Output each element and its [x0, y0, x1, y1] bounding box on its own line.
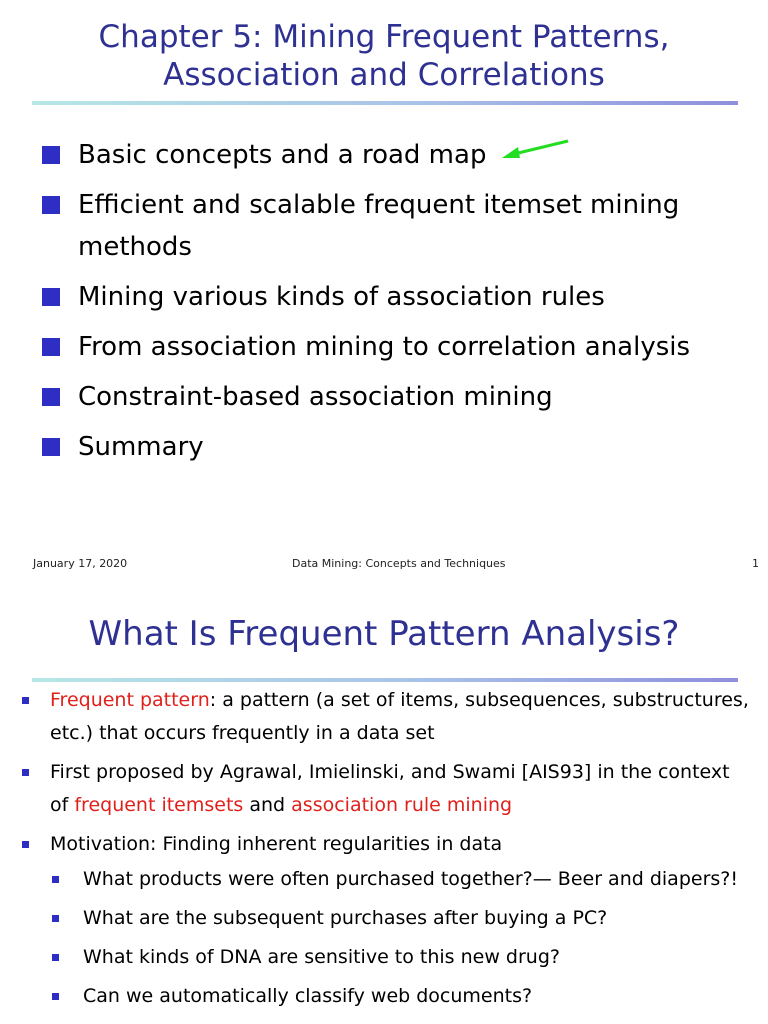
title-line-1: Chapter 5: Mining Frequent Patterns, [98, 19, 670, 55]
title-divider [32, 678, 738, 682]
square-bullet-icon [42, 388, 60, 406]
footer-page-number: 1 [752, 557, 759, 570]
slide-2 [0, 582, 768, 1024]
square-bullet-icon [42, 146, 60, 164]
highlight-term: frequent itemsets [74, 794, 244, 816]
sub-list [50, 863, 738, 1019]
content-item: Frequent pattern: a pattern (a set of items, subsequences, substructures, etc.) that occurs frequently in a data set [20, 684, 750, 750]
slide-2-title: What Is Frequent Pattern Analysis? [88, 614, 680, 654]
sub-item: Can we automatically classify web documents? [50, 980, 738, 1013]
content-item: First proposed by Agrawal, Imielinski, and Swami [AIS93] in the context of frequent itemsets and association rule mining [20, 756, 750, 822]
footer-title: Data Mining: Concepts and Techniques [292, 557, 506, 570]
outline-list [42, 134, 732, 476]
content-item: Motivation: Finding inherent regularities in data What products were often purchased together?— Beer and diapers?! What are the subsequent purchases after buying a PC? What kinds of DNA are sensitive to this new drug? Can we automatically classify web documents? [20, 828, 750, 861]
sub-item: What kinds of DNA are sensitive to this new drug? [50, 941, 738, 974]
title-line-2: Association and Correlations [163, 57, 605, 93]
red-bullet-icon [52, 876, 59, 883]
outline-item: From association mining to correlation analysis [42, 326, 732, 368]
square-bullet-icon [42, 438, 60, 456]
square-bullet-icon [22, 841, 29, 848]
red-bullet-icon [52, 915, 59, 922]
sub-item: What are the subsequent purchases after buying a PC? [50, 902, 738, 935]
content-list [20, 684, 750, 1007]
footer-date: January 17, 2020 [33, 557, 128, 570]
slide-1-title [0, 18, 768, 94]
outline-item: Constraint-based association mining [42, 376, 732, 418]
red-bullet-icon [52, 993, 59, 1000]
square-bullet-icon [22, 769, 29, 776]
outline-item: Efficient and scalable frequent itemset mining methods [42, 184, 732, 268]
square-bullet-icon [42, 288, 60, 306]
highlight-term: association rule mining [291, 794, 513, 816]
sub-item: What products were often purchased together?— Beer and diapers?! [50, 863, 738, 896]
outline-item: Summary [42, 426, 732, 468]
square-bullet-icon [22, 697, 29, 704]
square-bullet-icon [42, 338, 60, 356]
square-bullet-icon [42, 196, 60, 214]
highlight-term: Frequent pattern [50, 689, 210, 711]
green-arrow-icon [500, 136, 572, 162]
outline-item: Basic concepts and a road map [42, 134, 732, 176]
title-divider [32, 101, 738, 105]
red-bullet-icon [52, 954, 59, 961]
outline-item: Mining various kinds of association rules [42, 276, 732, 318]
